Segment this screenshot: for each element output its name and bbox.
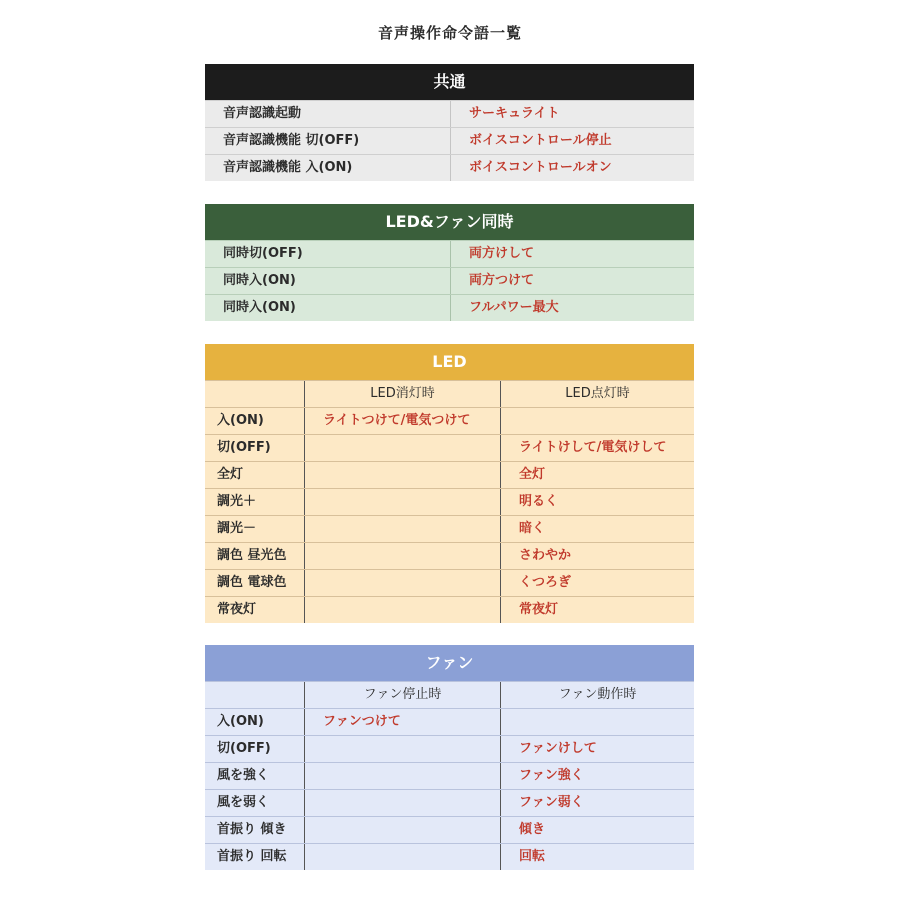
section-led [205, 344, 694, 623]
command-cell: 切(OFF) [205, 435, 305, 461]
voice-word-cell: 両方つけて [469, 273, 535, 288]
section-header-common: 共通 [205, 64, 694, 100]
table-row [205, 240, 694, 267]
command-cell: 音声認識起動 [205, 101, 451, 127]
table-row [205, 789, 694, 816]
table-row [205, 488, 694, 515]
voice-word-cell [305, 462, 501, 488]
command-cell: 常夜灯 [205, 597, 305, 623]
column-header-fan-running: ファン動作時 [558, 687, 637, 702]
voice-word-cell: 回転 [519, 849, 546, 864]
command-cell: 調色 昼光色 [205, 543, 305, 569]
voice-word-cell [305, 570, 501, 596]
voice-word-cell: ファン強く [519, 768, 584, 783]
command-cell: 入(ON) [205, 709, 305, 735]
voice-word-cell [305, 763, 501, 789]
column-header-led-off: LED消灯時 [305, 381, 501, 407]
voice-word-cell [305, 790, 501, 816]
section-fan [205, 645, 694, 870]
table-row [205, 816, 694, 843]
table-row [205, 294, 694, 321]
table-row [205, 127, 694, 154]
voice-word-cell: ライトつけて/電気つけて [305, 408, 501, 434]
voice-word-cell [501, 408, 694, 434]
table-row [205, 596, 694, 623]
table-row [205, 100, 694, 127]
voice-word-cell: さわやか [519, 548, 572, 563]
table-row [205, 407, 694, 434]
page-title: 音声操作命令語一覧 [377, 24, 522, 42]
voice-word-cell: 明るく [519, 494, 559, 509]
table-row [205, 843, 694, 870]
voice-word-cell [305, 844, 501, 870]
command-cell: 同時入(ON) [205, 268, 451, 294]
voice-word-cell: ライトけして/電気けして [519, 440, 667, 455]
command-cell: 全灯 [205, 462, 305, 488]
table-row [205, 542, 694, 569]
section-common [205, 64, 694, 181]
table-row [205, 461, 694, 488]
voice-word-cell: 常夜灯 [519, 602, 559, 617]
table-row [205, 154, 694, 181]
command-cell: 風を弱く [205, 790, 305, 816]
voice-word-cell: ボイスコントロールオン [469, 160, 612, 175]
voice-word-cell: サーキュライト [469, 106, 560, 121]
table-row [205, 735, 694, 762]
command-cell: 音声認識機能 切(OFF) [205, 128, 451, 154]
section-header-fan: ファン [205, 645, 694, 681]
header-empty-cell [205, 682, 305, 708]
voice-word-cell [501, 709, 694, 735]
command-cell: 調光＋ [205, 489, 305, 515]
command-cell: 首振り 傾き [205, 817, 305, 843]
table-row [205, 267, 694, 294]
section-led-fan [205, 204, 694, 321]
command-cell: 調色 電球色 [205, 570, 305, 596]
section-header-led-fan: LED&ファン同時 [205, 204, 694, 240]
table-row [205, 569, 694, 596]
column-header-led-on: LED点灯時 [565, 386, 630, 401]
header-empty-cell [205, 381, 305, 407]
command-cell: 同時入(ON) [205, 295, 451, 321]
command-cell: 風を強く [205, 763, 305, 789]
section-header-led: LED [205, 344, 694, 380]
table-row [205, 434, 694, 461]
voice-word-cell [305, 435, 501, 461]
voice-word-cell: 傾き [519, 822, 546, 837]
command-cell: 調光－ [205, 516, 305, 542]
command-cell: 切(OFF) [205, 736, 305, 762]
table-row [205, 515, 694, 542]
voice-word-cell [305, 516, 501, 542]
command-cell: 同時切(OFF) [205, 241, 451, 267]
voice-word-cell: ファン弱く [519, 795, 584, 810]
column-header-fan-stopped: ファン停止時 [305, 682, 501, 708]
voice-word-cell: 両方けして [469, 246, 535, 261]
voice-word-cell: 暗く [519, 521, 546, 536]
voice-word-cell: ファンけして [519, 741, 597, 756]
voice-word-cell: ボイスコントロール停止 [469, 133, 612, 148]
table-row [205, 762, 694, 789]
voice-word-cell [305, 543, 501, 569]
voice-word-cell: フルパワー最大 [469, 300, 559, 315]
table-header-row [205, 380, 694, 407]
command-cell: 首振り 回転 [205, 844, 305, 870]
table-row [205, 708, 694, 735]
table-header-row [205, 681, 694, 708]
voice-word-cell [305, 597, 501, 623]
voice-word-cell [305, 817, 501, 843]
voice-word-cell [305, 489, 501, 515]
voice-word-cell [305, 736, 501, 762]
command-cell: 音声認識機能 入(ON) [205, 155, 451, 181]
voice-word-cell: 全灯 [519, 467, 546, 482]
voice-word-cell: くつろぎ [519, 575, 572, 590]
voice-word-cell: ファンつけて [305, 709, 501, 735]
command-cell: 入(ON) [205, 408, 305, 434]
